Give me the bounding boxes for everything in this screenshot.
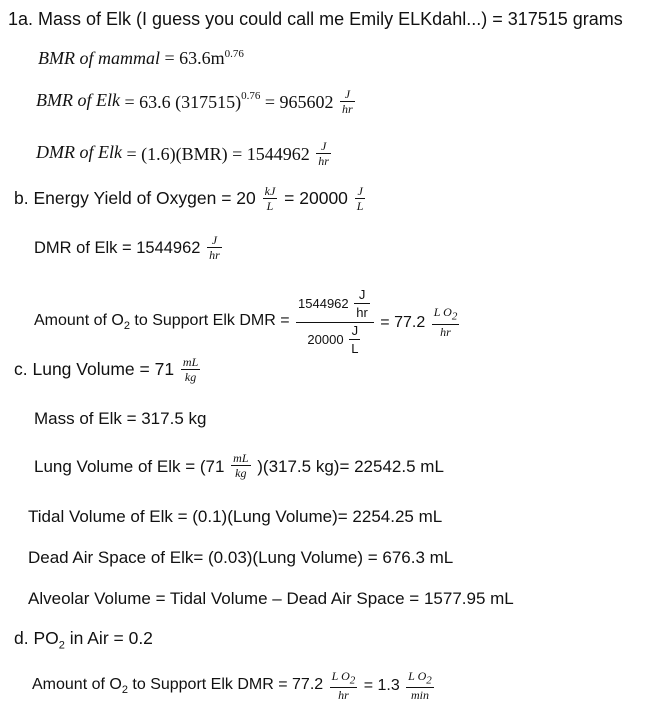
bmr-mammal-equation xyxy=(38,49,244,67)
dmr-elk-mid: = (1.6)(BMR) = 1544962 xyxy=(126,144,310,164)
part-c-mass: Mass of Elk = 317.5 kg xyxy=(34,409,207,428)
unit-j-per-l: $\frac{J}{L}$ xyxy=(351,323,359,356)
part-d-heading: d. $PO_2$ in Air = 0.2 xyxy=(14,628,153,652)
part-b-heading-mid: = 20000 xyxy=(284,188,348,209)
part-c-lung-volume xyxy=(34,452,444,480)
bmr-mammal-rhs: = 63.6m xyxy=(164,48,225,68)
unit-j-per-hr: $\frac{J}{hr}$ xyxy=(356,287,368,320)
part-b-dmr xyxy=(34,234,224,262)
part-d-amount-label: Amount of $O_2$ to Support Elk DMR = 77.2 xyxy=(32,675,324,696)
amount-o2-fraction: 1544962 $\frac{J}{hr}$ 20000 $\frac{J}{L}$ xyxy=(296,287,374,358)
part-c-dead-air: Dead Air Space of Elk= (0.03)(Lung Volume) = 676.3 mL xyxy=(28,548,454,567)
part-b-heading-text: b. Energy Yield of Oxygen = 20 xyxy=(14,188,256,209)
part-b-amount-value: = 77.2 xyxy=(380,313,426,331)
part-d-amount-mid: = 1.3 xyxy=(363,677,400,695)
bmr-elk-exponent: 0.76 xyxy=(241,90,261,103)
part-b-amount-label: Amount of $O_2$ to Support Elk DMR = xyxy=(34,311,290,333)
unit-lo2-per-min: $\frac{L O_2}{\min}$ xyxy=(408,669,432,703)
part-c-tidal: Tidal Volume of Elk = (0.1)(Lung Volume)= 2254.25 mL xyxy=(28,507,443,526)
dmr-elk-lhs: DMR of Elk xyxy=(36,142,122,163)
bmr-mammal-exponent: 0.76 xyxy=(224,48,244,60)
bmr-elk-lhs: BMR of Elk xyxy=(36,90,120,111)
part-d-amount-o2 xyxy=(32,670,436,702)
unit-kj-per-l: $\frac{kJ}{L}$ xyxy=(264,184,276,213)
part-c-heading-text: c. Lung Volume = 71 xyxy=(14,359,175,380)
unit-ml-per-kg: $\frac{mL}{kg}$ xyxy=(233,451,249,480)
part-c-heading xyxy=(14,356,202,384)
unit-j-per-hr: $\frac{J}{hr}$ xyxy=(342,87,353,116)
unit-ml-per-kg: $\frac{mL}{kg}$ xyxy=(182,355,199,384)
part-c-lung-a: Lung Volume of Elk = (71 xyxy=(34,456,225,476)
part-b-dmr-text: DMR of Elk = 1544962 xyxy=(34,238,201,257)
bmr-elk-value: = 965602 xyxy=(264,92,334,112)
unit-j-per-l: $\frac{J}{L}$ xyxy=(356,184,364,213)
unit-lo2-per-hr: $\frac{L O_2}{hr}$ xyxy=(433,305,458,339)
unit-j-per-hr: $\frac{J}{hr}$ xyxy=(209,233,220,262)
dmr-elk-equation xyxy=(36,140,333,168)
bmr-elk-equation xyxy=(36,88,357,116)
part-a-heading: 1a. Mass of Elk (I guess you could call me Emily ELKdahl...) = 317515 grams xyxy=(8,9,623,29)
unit-j-per-hr: $\frac{J}{hr}$ xyxy=(318,139,329,168)
bmr-mammal-lhs: BMR of mammal xyxy=(38,48,160,68)
part-b-amount-o2 xyxy=(34,287,461,358)
part-b-heading xyxy=(14,185,367,213)
part-c-lung-b: )(317.5 kg)= 22542.5 mL xyxy=(257,456,444,476)
bmr-elk-mid: = 63.6 (317515) xyxy=(124,92,242,112)
part-c-alveolar: Alveolar Volume = Tidal Volume – Dead Air Space = 1577.95 mL xyxy=(28,589,514,608)
unit-lo2-per-hr: $\frac{L O_2}{hr}$ xyxy=(331,669,356,703)
